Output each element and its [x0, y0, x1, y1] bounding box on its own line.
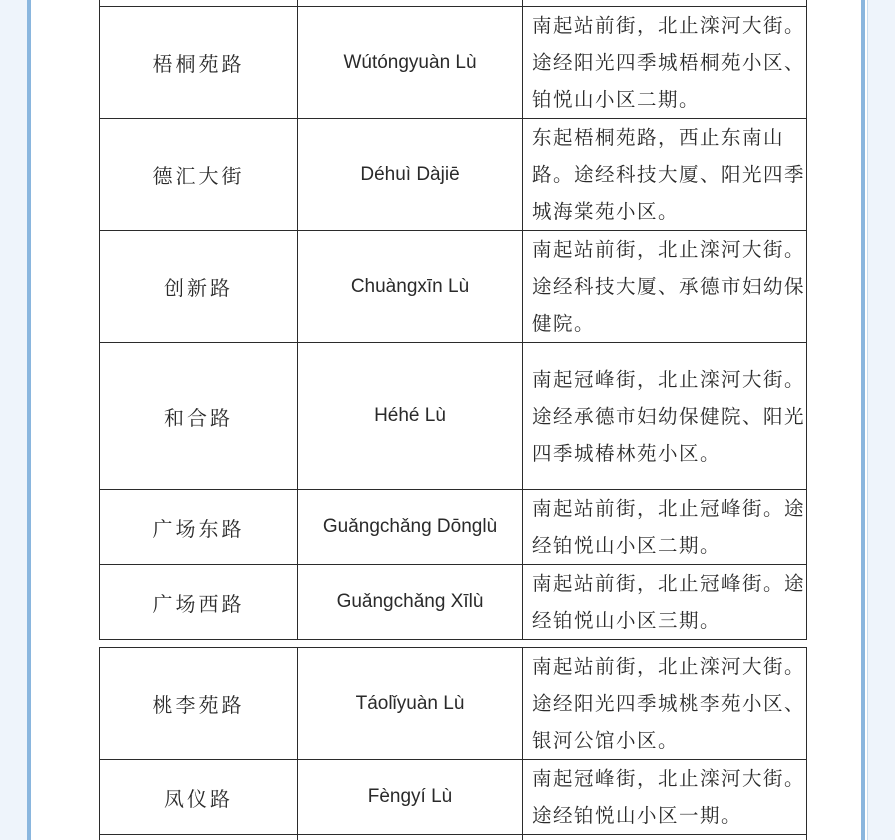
table-row [100, 565, 807, 640]
road-description-cell: 南起站前街，北止滦河大街。途经科技大厦、承德市妇幼保健院。 [523, 231, 807, 343]
table-row [100, 343, 807, 490]
table-row [100, 119, 807, 231]
table-row [100, 7, 807, 119]
road-description-cell: 南起冠峰街，北止滦河大街。途经铂悦山小区一期。 [523, 760, 807, 835]
road-pinyin-cell: Guǎngchǎng Dōnglù [298, 490, 523, 565]
table-row [100, 835, 807, 840]
page-margin-right [867, 0, 895, 840]
road-pinyin-cell: Wútóngyuàn Lù [298, 7, 523, 119]
road-name-cell: 广场东路 [100, 490, 298, 565]
road-name-cell: 创新路 [100, 231, 298, 343]
road-pinyin-cell: Héhé Lù [298, 343, 523, 490]
road-description-cell: 南起冠峰街，北止滦河大街。途经承德市妇幼保健院、阳光四季城椿林苑小区。 [523, 343, 807, 490]
table-row [100, 760, 807, 835]
road-name-cell: 广场西路 [100, 565, 298, 640]
road-pinyin-cell [298, 835, 523, 840]
road-pinyin-cell: Guǎngchǎng Xīlù [298, 565, 523, 640]
page-margin-left [0, 0, 28, 840]
road-description-cell: 东起梧桐苑路，西止东南山路。途经科技大厦、阳光四季城海棠苑小区。 [523, 119, 807, 231]
road-pinyin-cell: Déhuì Dàjiē [298, 119, 523, 231]
road-description-cell: 南起站前街，北止冠峰街。途经铂悦山小区二期。 [523, 490, 807, 565]
road-pinyin-cell: Fèngyí Lù [298, 760, 523, 835]
road-name-cell [100, 835, 298, 840]
road-description-cell: 南起站前街，北止滦河大街。途经阳光四季城梧桐苑小区、铂悦山小区二期。 [523, 7, 807, 119]
road-name-cell: 梧桐苑路 [100, 7, 298, 119]
table-row [100, 648, 807, 760]
road-name-cell: 德汇大街 [100, 119, 298, 231]
road-pinyin-cell: Chuàngxīn Lù [298, 231, 523, 343]
table-row [100, 231, 807, 343]
road-description-cell: 南起站前街，北止滦河大街。途经阳光四季城桃李苑小区、银河公馆小区。 [523, 648, 807, 760]
road-name-table-upper [99, 0, 807, 640]
road-name-cell: 凤仪路 [100, 760, 298, 835]
road-pinyin-cell: Táolǐyuàn Lù [298, 648, 523, 760]
document-page [27, 0, 865, 840]
road-name-table-lower [99, 647, 807, 840]
road-description-cell: 南起站前街，北止冠峰街。途经铂悦山小区三期。 [523, 565, 807, 640]
road-name-cell: 桃李苑路 [100, 648, 298, 760]
road-description-cell [523, 835, 807, 840]
road-name-cell: 和合路 [100, 343, 298, 490]
table-row [100, 490, 807, 565]
